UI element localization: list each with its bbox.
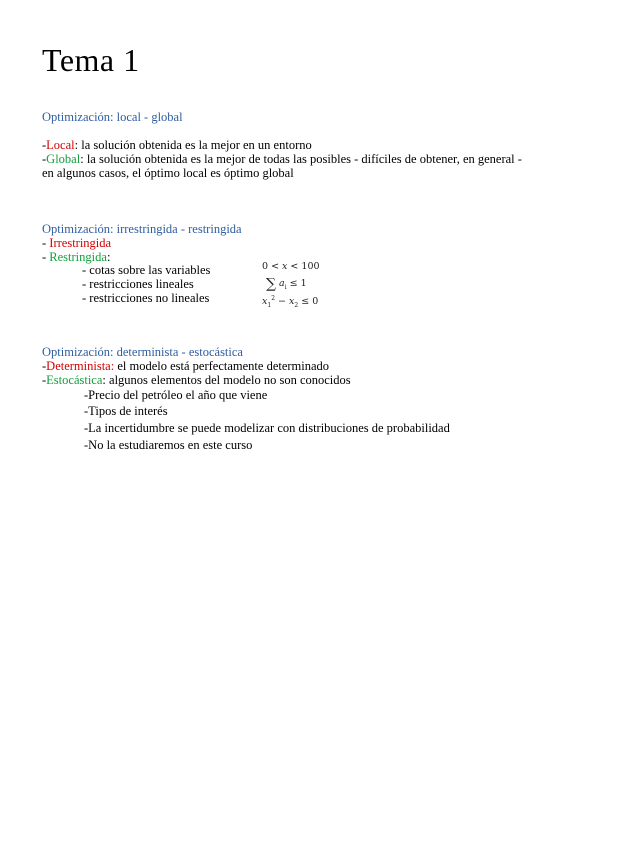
term-separator: : (102, 373, 106, 387)
sub-item-oil-price: -Precio del petróleo el año que viene (84, 388, 268, 402)
note-local-global: en algunos casos, el óptimo local es óptimo global (42, 166, 294, 180)
term-irrestringida: Irrestringida (49, 236, 112, 250)
line-prefix: - (42, 373, 47, 387)
sub-item-nonlinear: - restricciones no lineales (82, 291, 210, 305)
term-determinista: Determinista: (46, 359, 115, 373)
line-prefix: - (42, 236, 50, 250)
section-heading-local-global: Optimización: local - global (42, 110, 183, 124)
definition-text: la solución obtenida es la mejor en un entorno (78, 138, 312, 152)
term-separator: : (74, 138, 79, 152)
line-prefix: - (42, 138, 47, 152)
definition-text: algunos elementos del modelo no son conocidos (105, 373, 351, 387)
term-local: Local (46, 138, 75, 152)
formula-bounds: 0 < x < 100 (262, 261, 320, 272)
sub-item-uncertainty: -La incertidumbre se puede modelizar con distribuciones de probabilidad (84, 421, 450, 435)
sub-item-linear: - restricciones lineales (82, 277, 194, 291)
definition-local (42, 138, 312, 153)
page-title: Tema 1 (42, 42, 140, 78)
term-estocastica: Estocástica (46, 373, 103, 387)
line-prefix: - (42, 250, 50, 264)
definition-global (42, 152, 522, 167)
line-prefix: - (42, 359, 47, 373)
item-irrestringida (42, 236, 111, 251)
definition-text: el modelo está perfectamente determinado (114, 359, 330, 373)
sub-item-bounds: - cotas sobre las variables (82, 263, 211, 277)
term-separator: : (80, 152, 84, 166)
formula-linear: ∑ $a_i \le 1$ (266, 276, 307, 292)
formula-nonlinear: $x_1^2 - x_2 \le 0$ (262, 295, 319, 310)
sub-item-interest-rates: -Tipos de interés (84, 404, 168, 418)
definition-determinista (42, 359, 329, 374)
section-heading-restricted: Optimización: irrestringida - restringida (42, 222, 242, 236)
section-heading-deterministic: Optimización: determinista - estocástica (42, 345, 243, 359)
sub-item-not-studied: -No la estudiaremos en este curso (84, 438, 253, 452)
definition-estocastica (42, 373, 351, 388)
line-prefix: - (42, 152, 47, 166)
term-restringida: Restringida (49, 250, 107, 264)
term-global: Global (46, 152, 81, 166)
definition-text: la solución obtenida es la mejor de todas las posibles - difíciles de obtener, en general - (83, 152, 522, 166)
term-separator: : (106, 250, 111, 264)
